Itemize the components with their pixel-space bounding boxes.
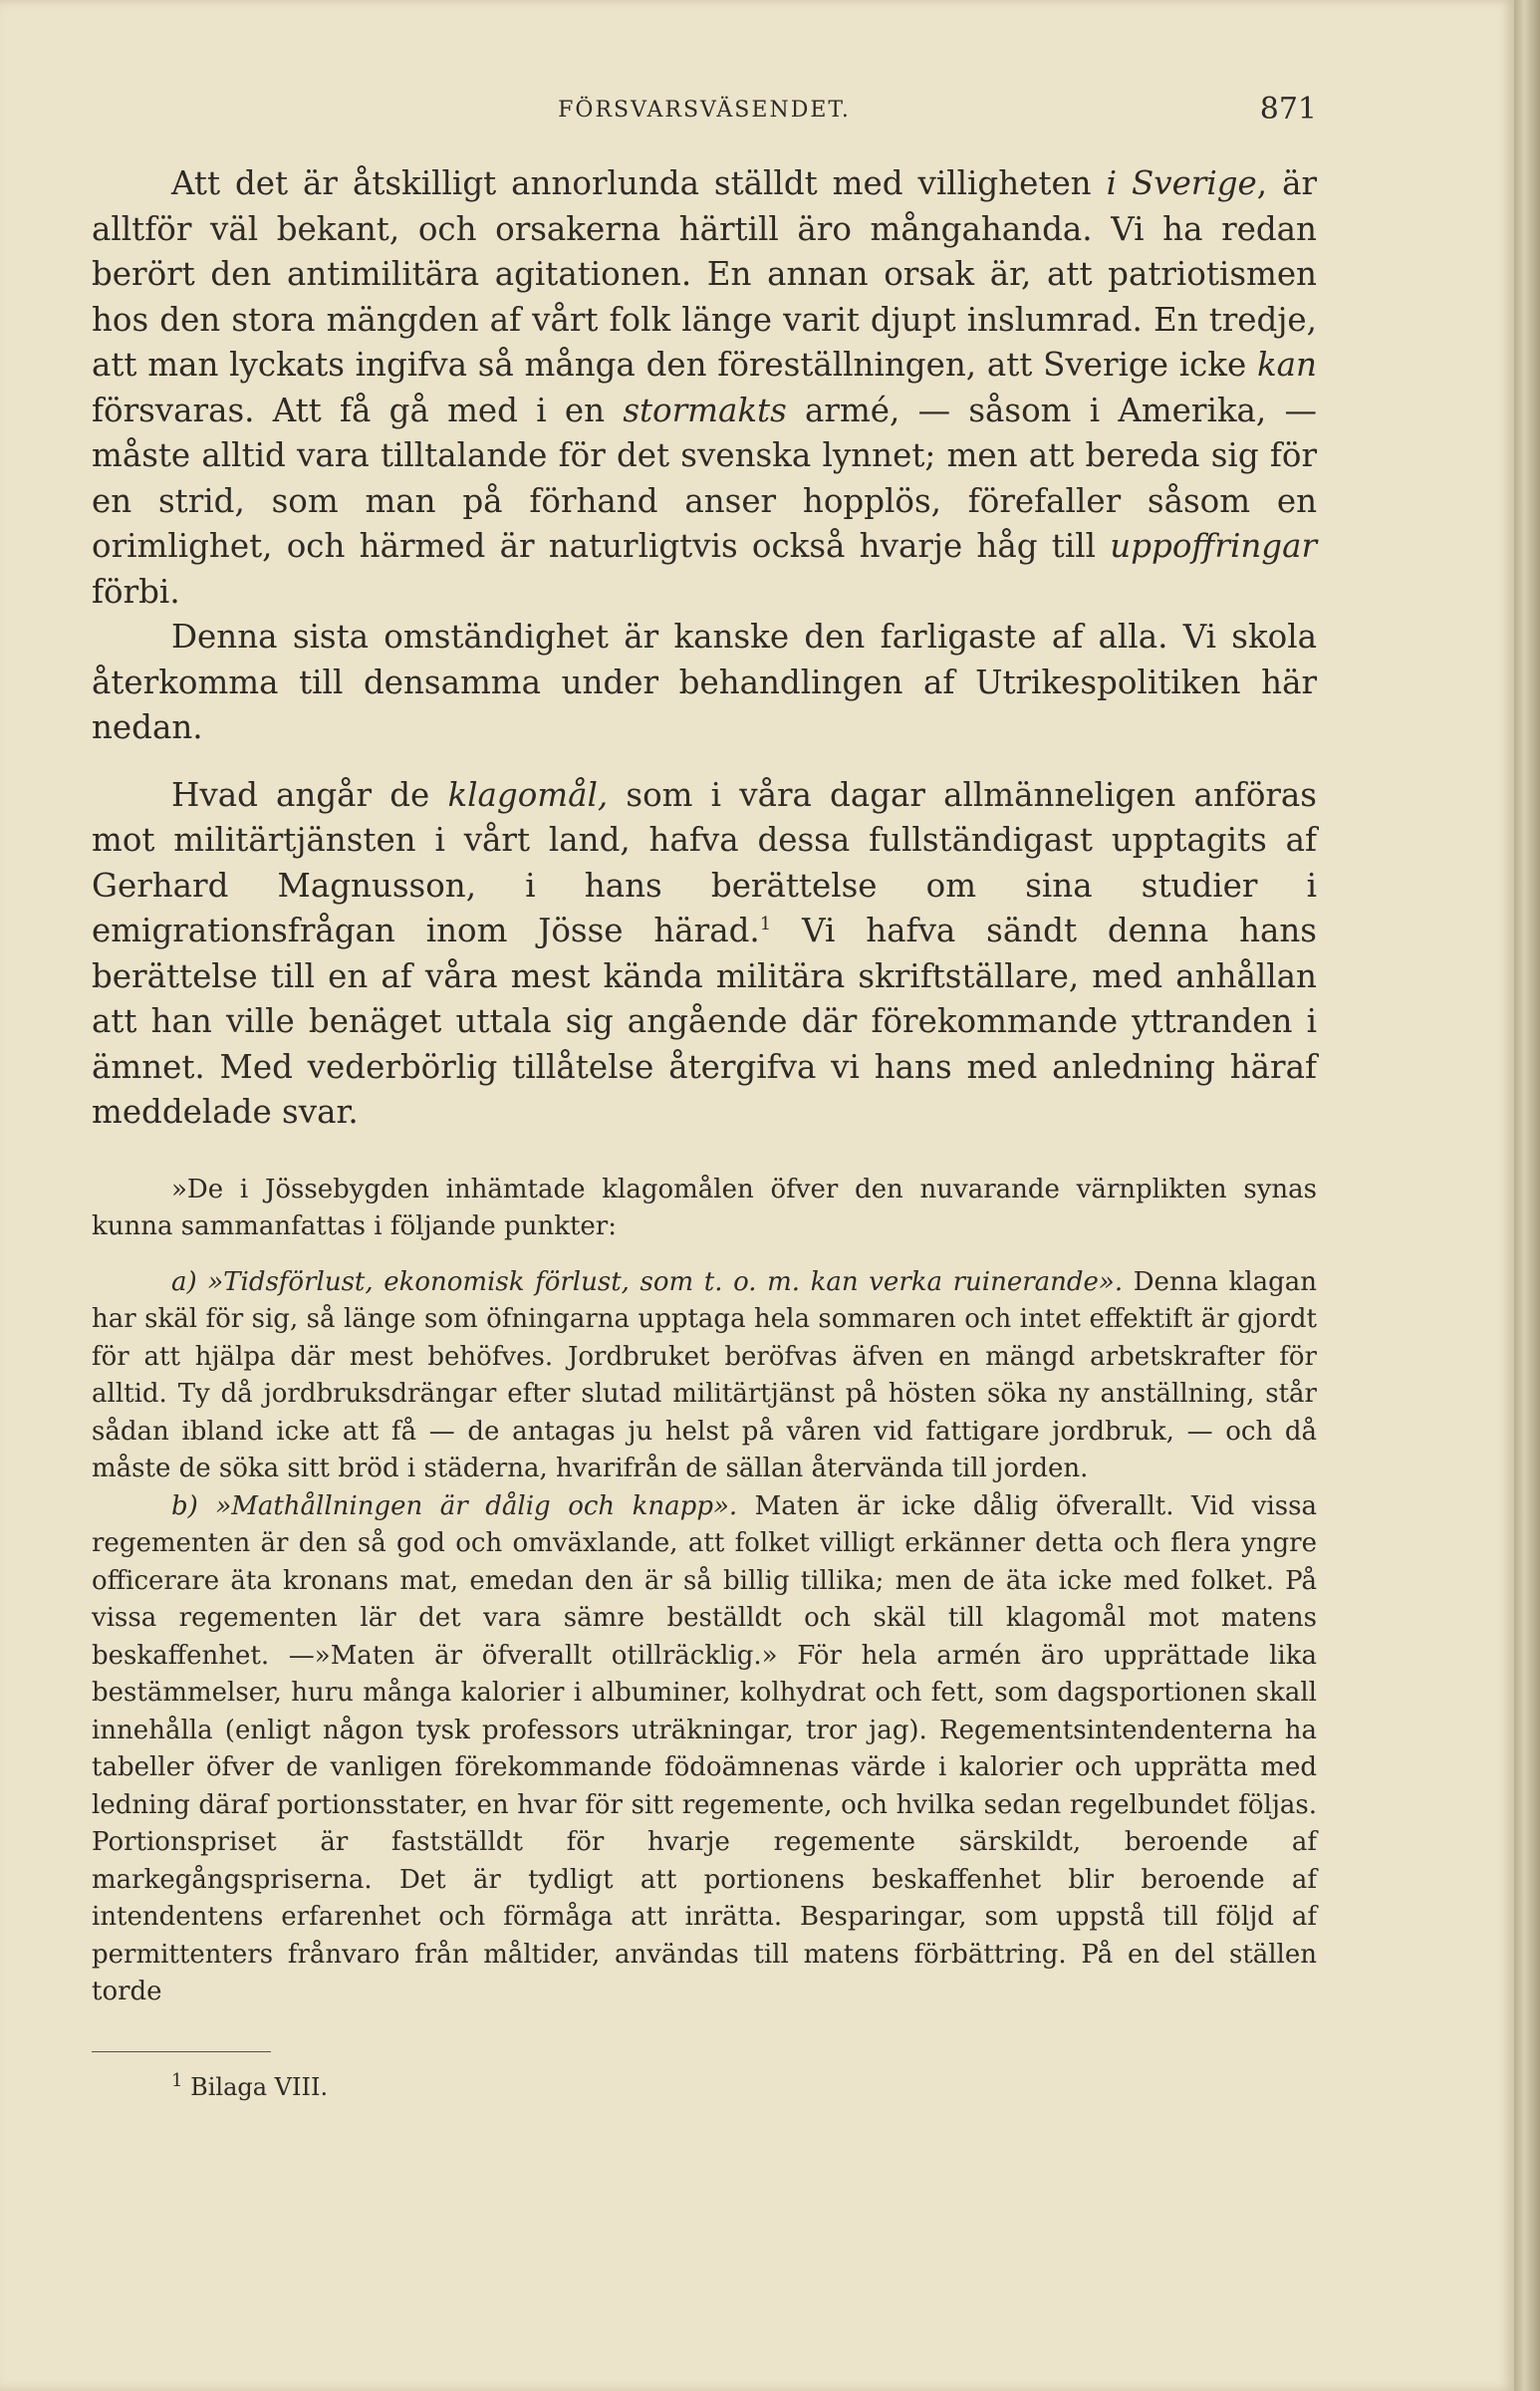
text-run: , är alltför väl bekant, och orsakerna härtill äro mångahanda. Vi ha redan berört den antimilitära agitationen. En annan orsak är, att patriotismen hos den stora mängden af vårt folk länge varit djupt inslumrad. En tredje, att man lyckats ingifva så många den föreställningen, att Sverige icke (92, 164, 1317, 384)
point-heading: »Tidsförlust, ekonomisk förlust, som t. o. m. kan verka ruinerande». (196, 1266, 1124, 1297)
paragraph-2: Denna sista omständighet är kanske den farligaste af alla. Vi skola återkomma till densamma under behandlingen af Utrikespolitiken här nedan. (92, 618, 1317, 746)
point-text: Denna klagan har skäl för sig, så länge som öfningarna upptaga hela sommaren och intet effektift är gjordt för att hjälpa där mest behöfves. Jordbruket beröfvas äfven en mängd arbetskrafter för alltid. Ty då jordbruksdrängar efter slutad militärtjänst på hösten söka ny anställning, står sådan ibland icke att få — de antagas ju helst på våren vid fattigare jordbruk, — och då måste de söka sitt bröd i städerna, hvarifrån de sällan återvända till jorden. (92, 1266, 1317, 1483)
paragraph-3 (92, 773, 1317, 1136)
point-label: b) (171, 1490, 198, 1521)
quote-intro: »De i Jössebygden inhämtade klagomålen öfver den nuvarande värnplikten synas kunna sammanfattas i följande punkter: (92, 1174, 1317, 1241)
footnote-reference[interactable]: 1 (759, 914, 772, 935)
page-number: 871 (1259, 92, 1317, 127)
running-title: FÖRSVARSVÄSENDET. (558, 98, 851, 123)
emphasis: uppoffringar (1110, 527, 1317, 565)
text-run: Hvad angår de (171, 775, 448, 814)
point-label: a) (171, 1266, 197, 1297)
text-run: som i våra dagar allmänneligen anföras mot militärtjänsten i vårt land, hafva dessa fullständigast upptagits af Gerhard Magnusson, i hans berättelse om sina studier i emigrationsfrågan inom Jösse härad. (92, 775, 1317, 949)
emphasis: stormakts (623, 391, 787, 429)
quote-point-b (92, 1488, 1317, 2011)
footnote-text: Bilaga VIII. (182, 2072, 329, 2101)
page-right-edge (1514, 0, 1540, 2391)
text-run: försvaras. Att få gå med i en (92, 391, 624, 429)
section-gap (92, 751, 1317, 773)
text-run: Vi hafva sändt denna hans berättelse till en af våra mest kända militära skriftställare, med anhållan att han ville benäget uttala sig angående där förekommande yttranden i ämnet. Med vederbörlig tillåtelse återgifva vi hans med anledning häraf meddelade svar. (92, 912, 1317, 1131)
emphasis: i Sverige (1106, 164, 1257, 202)
paragraph-1 (92, 161, 1317, 615)
emphasis: kan (1256, 346, 1317, 384)
text-run: armé, — såsom i Amerika, — måste alltid vara tilltalande för det svenska lynnet; men att bereda sig för en strid, som man på förhand anser hopplös, förefaller såsom en orimlighet, och härmed är naturligtvis också hvarje håg till (92, 391, 1317, 565)
running-head (92, 92, 1317, 132)
footnote-rule (92, 2051, 271, 2052)
point-text: Maten är icke dålig öfverallt. Vid vissa regementen är den så god och omväxlande, att folket villigt erkänner detta och flera yngre officerare äta kronans mat, emedan den är så billig tillika; men de äta icke med folket. På vissa regementen lär det vara sämre beställdt och skäl till klagomål mot matens beskaffenhet. —»Maten är öfverallt otillräcklig.» För hela armén äro upprättade lika bestämmelser, huru många kalorier i albuminer, kolhydrat och fett, som dagsportionen skall innehålla (enligt någon tysk professors uträkningar, tror jag). Regementsintendenterna ha tabeller öfver de vanligen förekommande födoämnenas värde i kalorier och upprätta med ledning däraf portionsstater, en hvar för sitt regemente, och hvilka sedan regelbundet följas. Portionspriset är fastställdt för hvarje regemente särskildt, beroende af markegångspriserna. Det är tydligt att portionens beskaffenhet blir beroende af intendentens erfarenhet och förmåga att inrätta. Besparingar, som uppstå till följd af permittenters frånvaro från måltider, användas till matens förbättring. På en del ställen torde (92, 1490, 1317, 2006)
footnote (171, 2069, 1317, 2102)
emphasis: klagomål, (447, 775, 609, 814)
footnote-mark: 1 (171, 2069, 183, 2091)
text-run: Att det är åtskilligt annorlunda ställdt med villigheten (171, 164, 1107, 202)
text-run: förbi. (92, 572, 180, 611)
quote-point-a (92, 1264, 1317, 1488)
point-heading: »Mathållningen är dålig och knapp». (197, 1490, 738, 1521)
page-content (92, 92, 1317, 2102)
